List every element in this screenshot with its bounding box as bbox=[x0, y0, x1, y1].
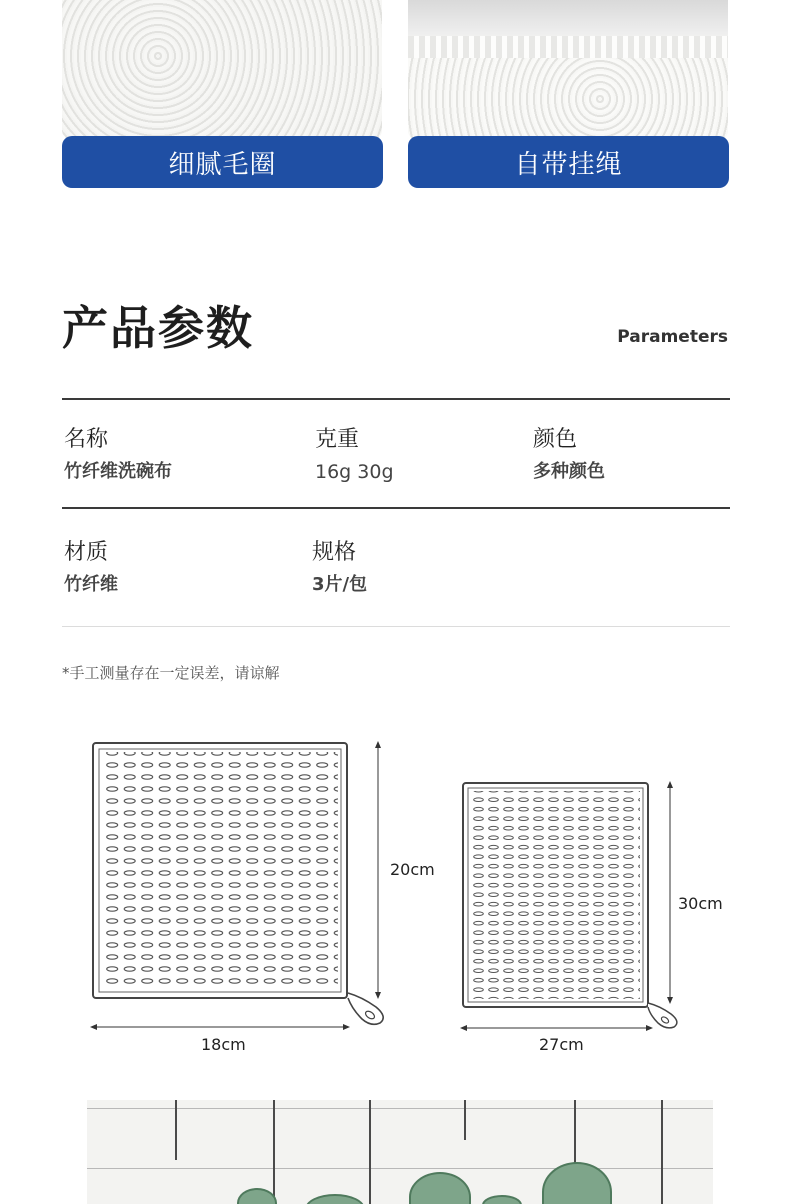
large-width-label: 27cm bbox=[539, 1035, 584, 1054]
measurement-note: *手工测量存在一定误差，请谅解 bbox=[62, 664, 280, 682]
section-title: 产品参数 bbox=[62, 301, 254, 355]
param-color-value: 多种颜色 bbox=[533, 461, 605, 482]
param-color bbox=[533, 427, 605, 483]
param-spec bbox=[312, 540, 367, 596]
section-subtitle: Parameters bbox=[617, 327, 728, 347]
towel-terry-texture bbox=[408, 58, 728, 140]
param-spec-value: 3片/包 bbox=[312, 574, 368, 595]
large-height-label: 30cm bbox=[678, 894, 723, 913]
cloth-leaf-shape-3 bbox=[409, 1172, 471, 1204]
param-name-label: 名称 bbox=[64, 427, 109, 452]
param-material bbox=[64, 540, 118, 596]
param-material-value: 竹纤维 bbox=[64, 574, 118, 595]
table-bottom-rule bbox=[62, 626, 730, 627]
table-top-rule bbox=[62, 398, 730, 400]
param-weight bbox=[315, 427, 394, 483]
param-spec-label: 规格 bbox=[312, 540, 357, 565]
terry-loop-photo bbox=[62, 0, 382, 140]
feature-badge-loop: 自带挂绳 bbox=[408, 136, 729, 188]
table-middle-rule bbox=[62, 507, 730, 509]
cloth-leaf-shape-2 bbox=[305, 1194, 365, 1204]
towel-edge-band bbox=[408, 36, 728, 58]
param-name-value: 竹纤维洗碗布 bbox=[64, 461, 172, 482]
hanging-loop-photo bbox=[408, 0, 728, 140]
small-cloth-diagram bbox=[86, 735, 396, 1035]
large-cloth-diagram bbox=[456, 776, 686, 1046]
param-weight-value: 16g 30g bbox=[315, 461, 394, 483]
param-weight-label: 克重 bbox=[315, 427, 360, 452]
param-name bbox=[64, 427, 172, 483]
cloth-leaf-shape-4 bbox=[482, 1195, 522, 1204]
feature-badge-terry: 细腻毛圈 bbox=[62, 136, 383, 188]
param-material-label: 材质 bbox=[64, 540, 109, 565]
param-color-label: 颜色 bbox=[533, 427, 578, 452]
cloth-leaf-shape-1 bbox=[237, 1188, 277, 1204]
small-height-label: 20cm bbox=[390, 860, 435, 879]
product-scene-photo bbox=[87, 1100, 713, 1204]
small-width-label: 18cm bbox=[201, 1035, 246, 1054]
